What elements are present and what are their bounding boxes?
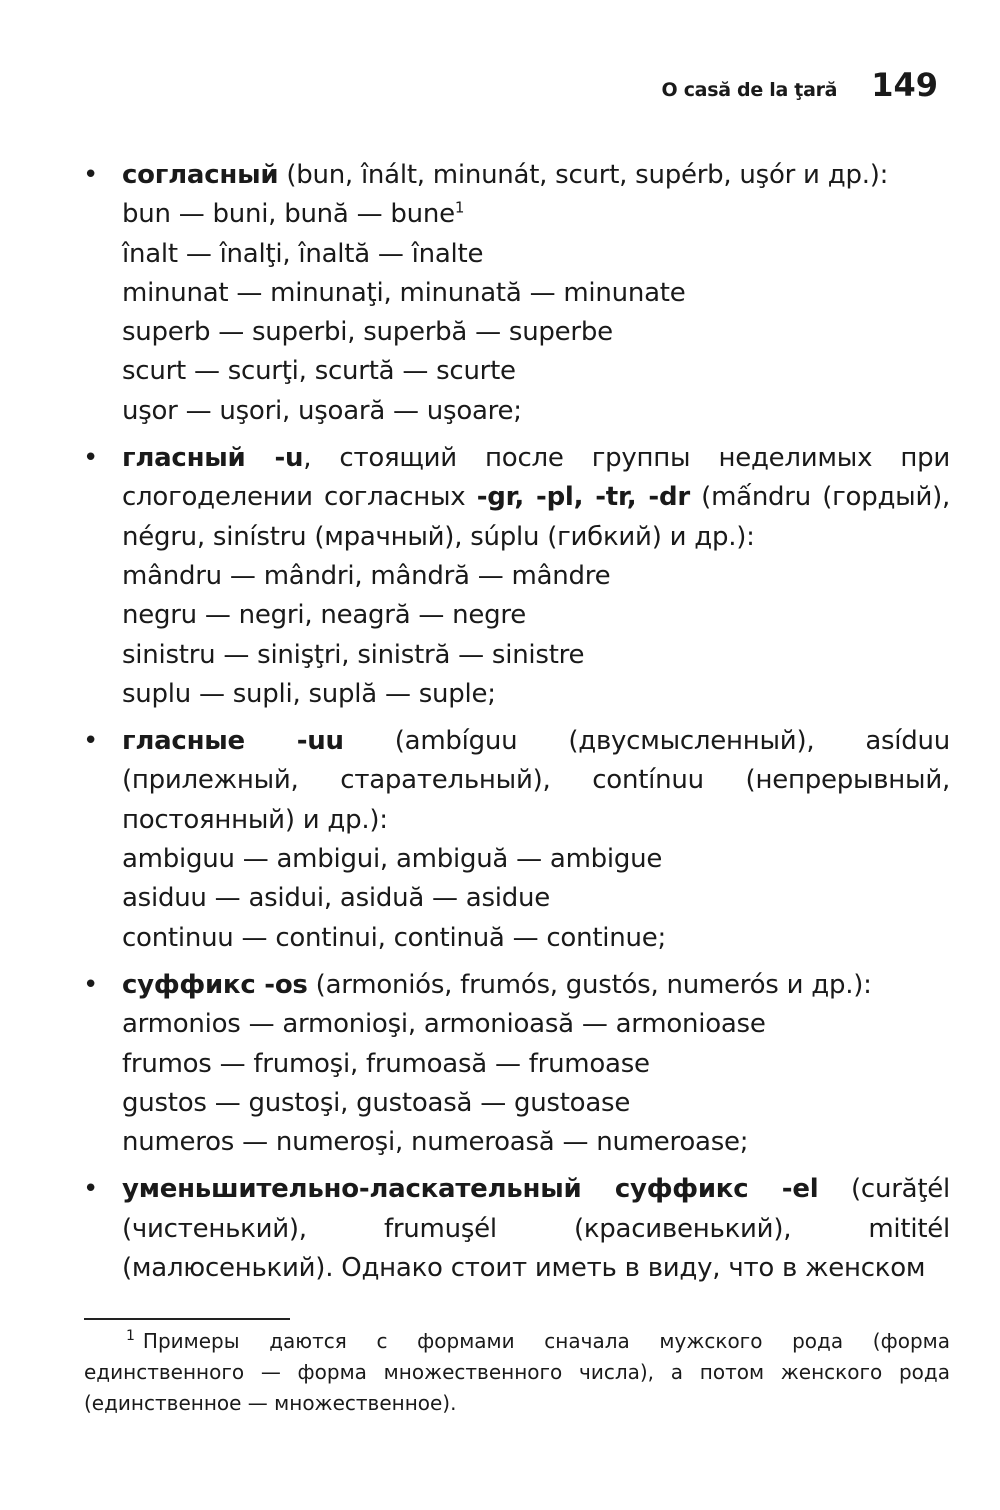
item-intro [122,439,950,557]
footnote-ref[interactable]: 1 [454,198,465,217]
bullet: • [83,1174,99,1205]
example-line: armonios — armonioşi, armonioasă — armonioase [122,1009,766,1040]
example-line: scurt — scurţi, scurtă — scurte [122,356,516,387]
example-line: gustos — gustoşi, gustoasă — gustoase [122,1087,631,1118]
example-text: bun — buni, bună — bune [122,199,455,230]
intro-text: (ambíguu (двусмысленный), asíduu (прилежный, старательный), contínuu (непрерывный, постоянный) и др.): [122,726,950,835]
running-title: O casă de la ţară [661,79,838,101]
list-item [80,439,950,714]
example-line: mândru — mândri, mândră — mândre [122,560,611,591]
footnote [84,1326,950,1419]
page-number: 149 [871,66,938,104]
example-line: minunat — minunaţi, minunată — minunate [122,277,686,308]
page-body [80,156,950,1296]
term: гласные -uu [122,726,344,757]
bullet: • [83,160,99,190]
example-line: negru — negri, neagră — negre [122,600,527,631]
intro-text: (bun, înált, minunát, scurt, supérb, uşór и др.): [278,160,889,190]
bullet: • [83,726,99,757]
list-item [80,966,950,1162]
term: суффикс -os [122,969,308,1000]
example-line: înalt — înalţi, înaltă — înalte [122,238,484,269]
list-item [80,156,950,431]
term: гласный -u [122,443,304,474]
intro-text: (mấndru (гордый), négru, sinístru (мрачный), súplu (гибкий) и др.): [122,482,951,552]
example-line: asiduu — asidui, asiduă — asidue [122,883,550,914]
footnote-text: Примеры даются с формами сначала мужского рода (форма единственного — форма множественного числа), а потом женского рода (единственное — множественное). [84,1329,950,1415]
example-line: frumos — frumoşi, frumoasă — frumoase [122,1048,650,1079]
item-intro [122,156,950,195]
intro-text: , стоящий после группы неделимых при слогоделении согласных [122,443,950,513]
list-item [80,722,950,958]
bold-suffixes: -gr, -pl, -tr, -dr [476,482,690,513]
example-line: sinistru — sinişţri, sinistră — sinistre [122,639,585,670]
term: согласный [122,160,279,190]
item-intro [122,1170,950,1288]
item-intro [122,722,950,840]
example-line: uşor — uşori, uşoară — uşoare; [122,395,522,426]
footnote-divider [84,1318,290,1320]
example-line: suplu — supli, suplă — suple; [122,678,496,709]
intro-text: (curăţél (чистенький), frumuşél (красивенький), mititél (малюсенький). Однако стоит иметь в виду, что в женском [122,1174,950,1284]
item-intro [122,966,950,1005]
intro-text: (armoniós, frumós, gustós, numerós и др.): [307,969,872,1000]
example-line: ambiguu — ambigui, ambiguă — ambigue [122,844,663,875]
example-line: continuu — continui, continuă — continue; [122,922,666,953]
list-item [80,1170,950,1288]
example-line: superb — superbi, superbă — superbe [122,317,613,348]
example-line [122,195,950,234]
term: уменьшительно-ласкательный суффикс -el [122,1174,819,1205]
footnote-mark: 1 [126,1328,135,1345]
bullet: • [83,969,99,1000]
page-header [662,66,938,104]
example-line: numeros — numeroşi, numeroasă — numeroase; [122,1127,749,1158]
bullet: • [83,443,99,474]
